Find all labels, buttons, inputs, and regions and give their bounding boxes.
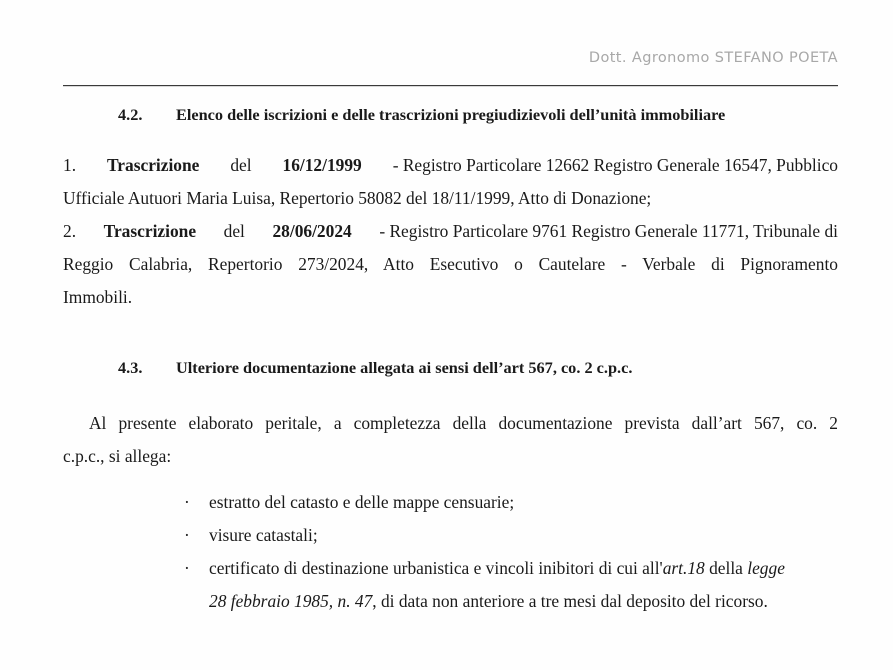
list-item-label-part-3: , di data non anteriore a tre mesi dal deposito del ricorso. [372,591,768,611]
section-title-4-2: Elenco delle iscrizioni e delle trascrizioni pregiudizievoli dell’unità immobiliare [176,105,726,124]
list-item [63,552,838,585]
list-item [63,486,838,519]
list-item-citation-law-date: 28 febbraio 1985, n. 47 [209,591,373,611]
entry-1-marker: 1. [63,155,77,175]
list-item-label-part-2: della [704,558,748,578]
spacer [63,379,838,407]
spacer [63,473,838,486]
entry-1-connector: del [230,155,252,175]
section-number-4-3: 4.3. [118,358,143,377]
list-item [63,519,838,552]
entry-1-line-2: Ufficiale Autuori Maria Luisa, Repertorio 58082 del 18/11/1999, Atto di Donazione; [63,188,652,208]
entry-2-label: Trascrizione [103,221,197,241]
bullet-dot-icon: · [184,558,190,578]
entry-2-line-1 [63,215,838,248]
list-item-citation-law-word: legge [747,558,785,578]
bullet-dot-icon: · [184,525,190,545]
entry-1-line-1 [63,149,838,182]
section-heading-4-3 [63,357,838,379]
spacer [63,314,838,357]
entry-1-line-1-rest: - Registro Particolare 12662 Registro Generale 16547, Pubblico [392,155,838,175]
intro-paragraph-line-1: Al presente elaborato peritale, a completezza della documentazione prevista dall’art 567, co. 2 [89,413,838,433]
spacer [63,126,838,149]
header-divider-rule [63,85,838,87]
section-title-4-3: Ulteriore documentazione allegata ai sensi dell’art 567, co. 2 c.p.c. [176,358,633,377]
entry-2-connector: del [223,221,245,241]
running-header: Dott. Agronomo STEFANO POETA [588,50,838,66]
intro-paragraph-line-2: c.p.c., si allega: [63,446,172,466]
entry-2-marker: 2. [63,221,77,241]
entry-2-date: 28/06/2024 [272,221,352,241]
entry-2-line-1-rest: - Registro Particolare 9761 Registro Generale 11771, Tribunale di [379,221,838,241]
list-item-continuation [63,585,838,618]
attachment-list [63,486,838,618]
list-item-label: estratto del catasto e delle mappe censuarie; [209,492,515,512]
section-number-4-2: 4.2. [118,105,143,124]
entry-1-label: Trascrizione [106,155,200,175]
section-heading-4-2 [63,104,838,126]
entry-2-line-3: Immobili. [63,287,133,307]
bullet-dot-icon: · [184,492,190,512]
entry-1-date: 16/12/1999 [282,155,362,175]
list-item-citation-article: art.18 [662,558,705,578]
entry-2-line-2: Reggio Calabria, Repertorio 273/2024, Atto Esecutivo o Cautelare - Verbale di Pignoramento [63,254,838,274]
list-item-label-part-1: certificato di destinazione urbanistica e vincoli inibitori di cui all' [209,558,663,578]
list-item-label: visure catastali; [209,525,318,545]
document-content [63,104,838,618]
